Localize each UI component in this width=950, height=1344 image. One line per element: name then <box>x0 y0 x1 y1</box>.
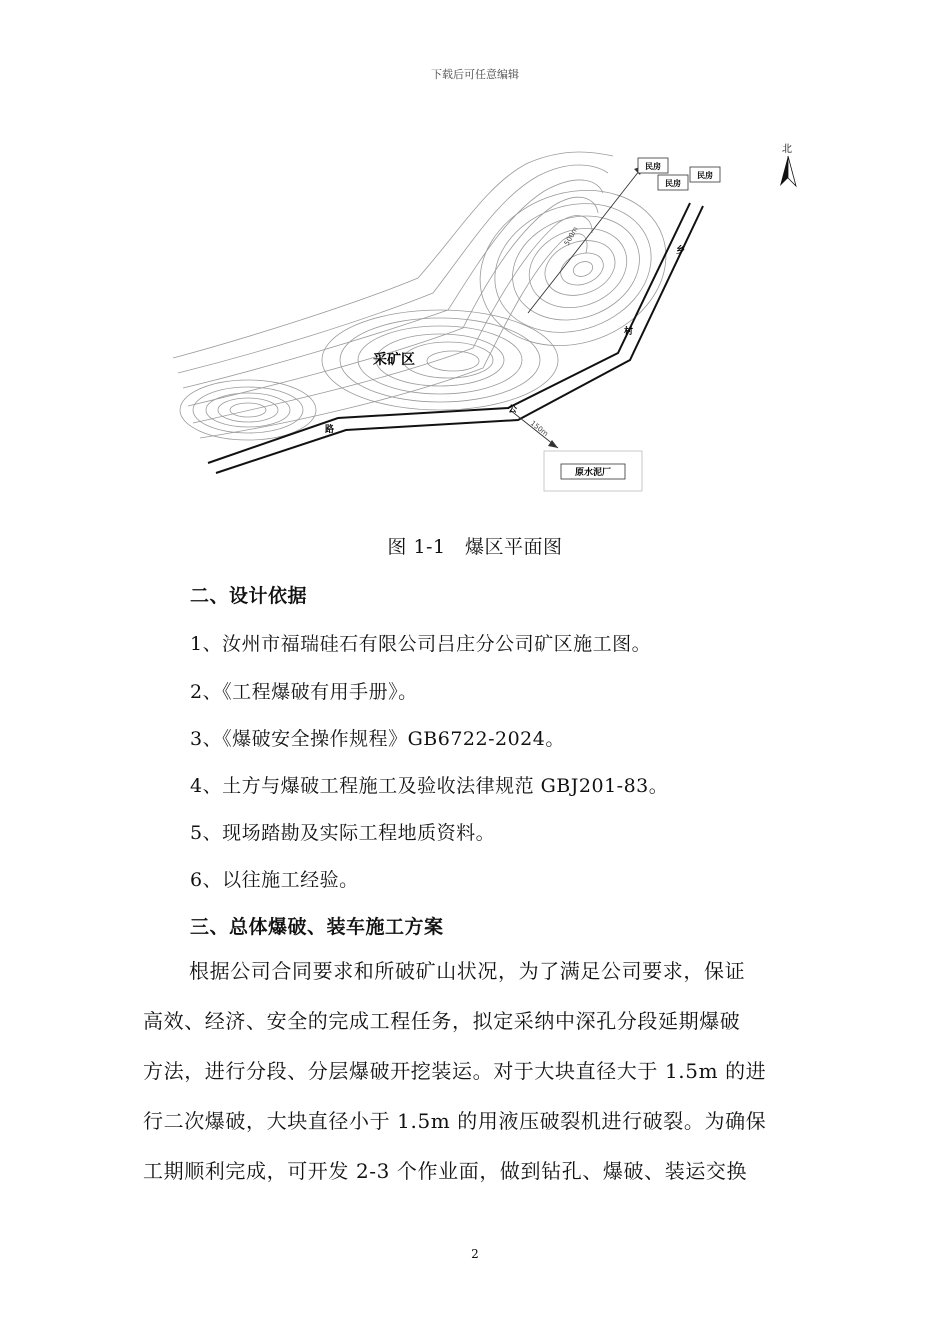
page-number: 2 <box>471 1247 479 1261</box>
contour-lines <box>173 152 688 440</box>
figure-caption: 图 1-1 爆区平面图 <box>387 536 563 558</box>
basis-item-6: 6、以往施工经验。 <box>190 869 359 891</box>
basis-item-5: 5、现场踏勘及实际工程地质资料。 <box>190 822 496 844</box>
paragraph-line: 高效、经济、安全的完成工程任务，拟定采纳中深孔分段延期爆破 <box>143 1009 741 1033</box>
road-char-2: 村 <box>624 327 634 337</box>
paragraph-line: 根据公司合同要求和所破矿山状况，为了满足公司要求，保证 <box>189 959 746 983</box>
road-char-3: 公 <box>508 405 518 415</box>
house-label-3: 民房 <box>697 171 713 180</box>
page-header-watermark: 下载后可任意编辑 <box>431 68 519 81</box>
mining-area-label: 采矿区 <box>373 352 415 368</box>
section-heading-blasting-plan: 三、总体爆破、装车施工方案 <box>190 916 444 938</box>
basis-item-2: 2、《工程爆破有用手册》。 <box>190 681 418 703</box>
house-markers <box>638 158 720 190</box>
basis-item-3: 3、《爆破安全操作规程》GB6722-2024。 <box>190 728 565 750</box>
village-road <box>208 203 703 473</box>
road-char-1: 乡 <box>676 246 686 256</box>
paragraph-line: 行二次爆破，大块直径小于 1.5m 的用液压破裂机进行破裂。为确保 <box>143 1109 767 1133</box>
north-label: 北 <box>782 144 792 155</box>
distance-arrow-houses <box>528 166 643 313</box>
section-heading-design-basis: 二、设计依据 <box>190 585 308 607</box>
basis-item-4: 4、土方与爆破工程施工及验收法律规范 GBJ201-83。 <box>190 775 669 797</box>
distance-label-houses: 500m <box>562 225 580 247</box>
basis-item-1: 1、汝州市福瑞硅石有限公司吕庄分公司矿区施工图。 <box>190 633 652 655</box>
distance-label-plant: 150m <box>528 419 550 439</box>
north-arrow-icon <box>780 156 788 186</box>
road-char-4: 路 <box>325 425 335 435</box>
blasting-plan-paragraph <box>143 946 811 1196</box>
paragraph-line: 工期顺利完成，可开发 2-3 个作业面，做到钻孔、爆破、装运交换 <box>143 1159 748 1183</box>
cement-plant-label: 原水泥厂 <box>574 468 612 478</box>
house-label-2: 民房 <box>665 179 681 188</box>
paragraph-line: 方法，进行分段、分层爆破开挖装运。对于大块直径大于 1.5m 的进 <box>143 1059 767 1083</box>
house-label-1: 民房 <box>645 162 661 171</box>
blast-area-plan-map <box>168 138 818 503</box>
